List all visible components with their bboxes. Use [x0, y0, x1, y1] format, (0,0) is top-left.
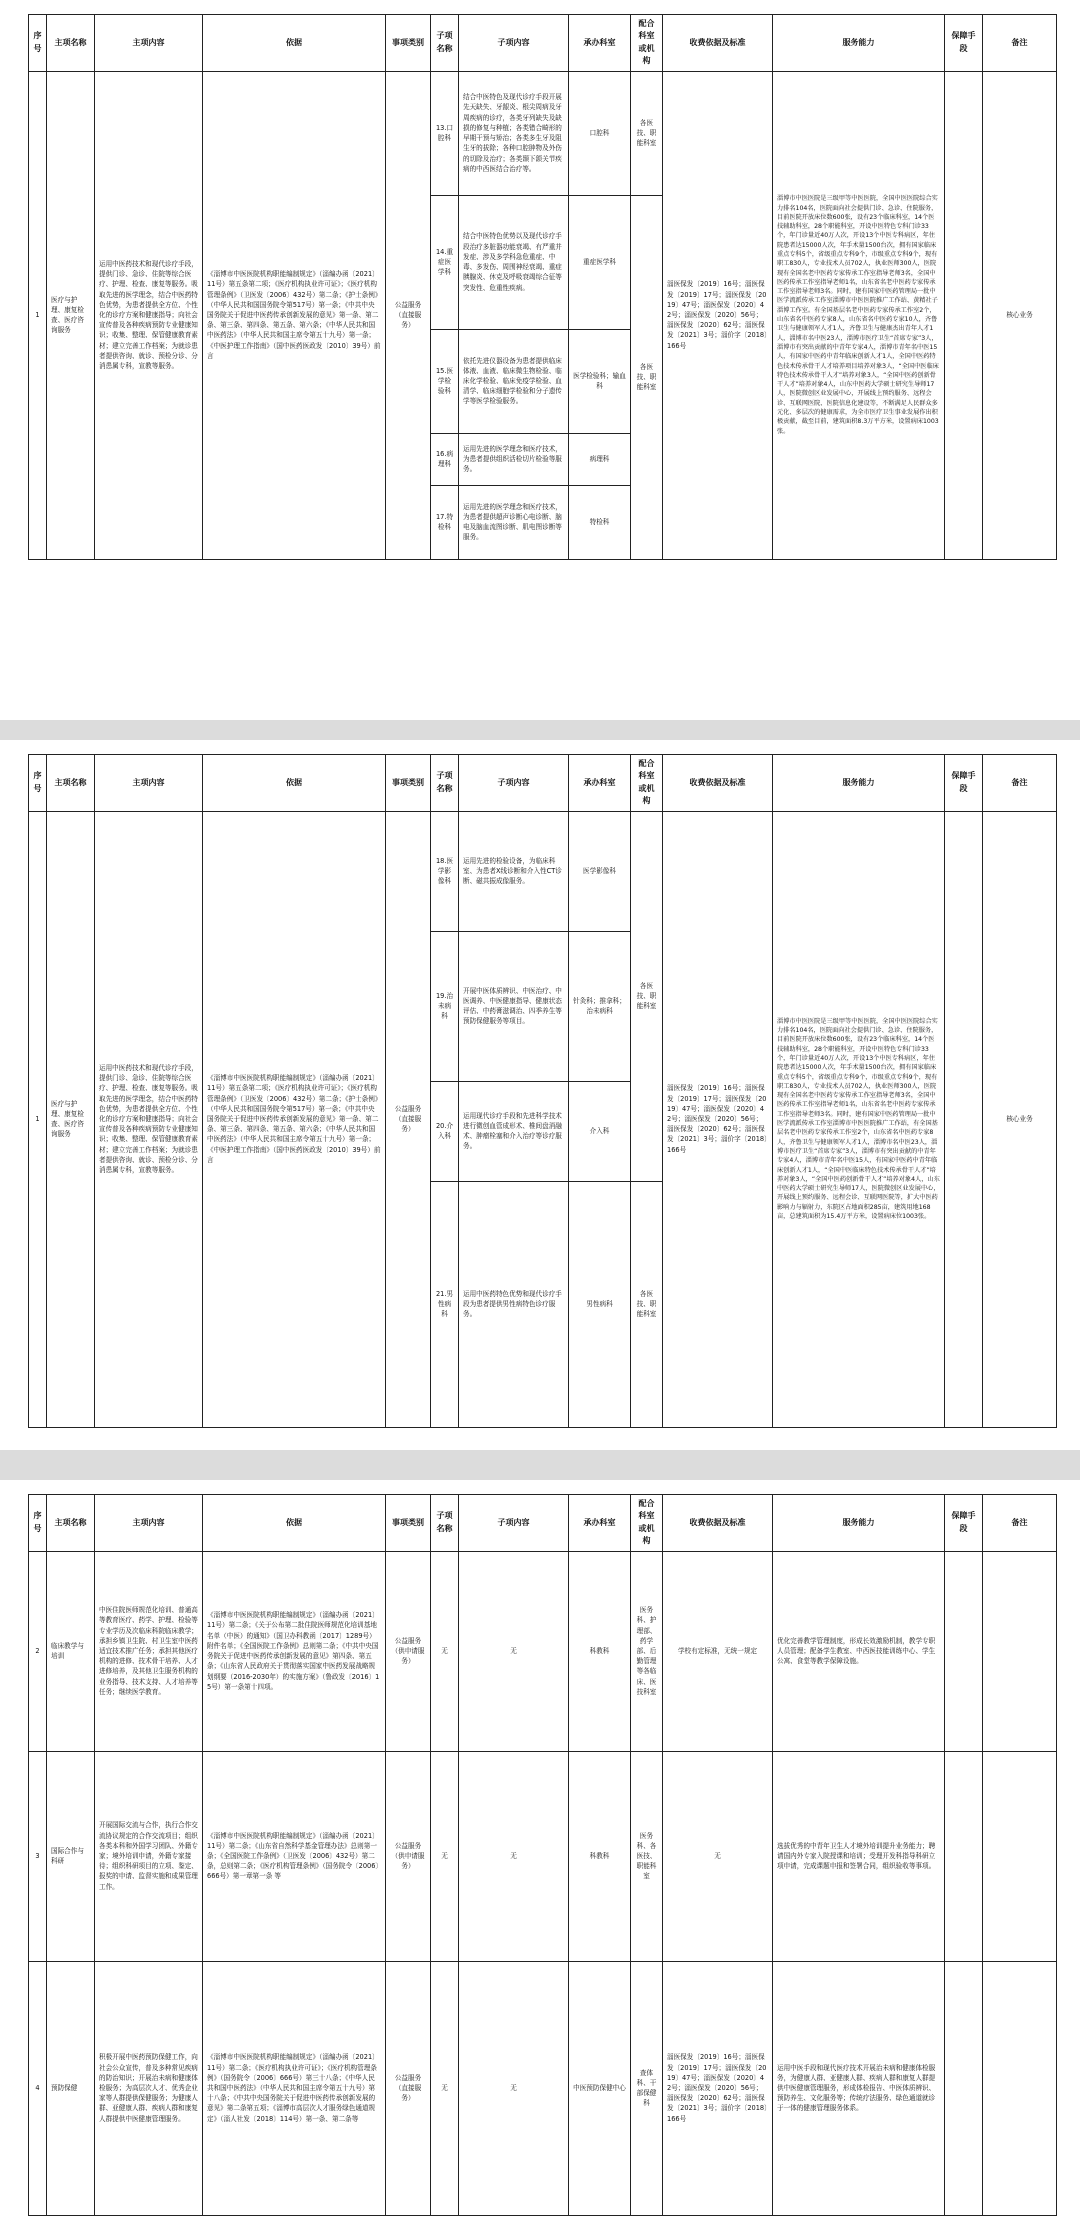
header-fee: 收费依据及标准: [663, 1495, 773, 1552]
cell-capacity: 淄博市中医医院是三级甲等中医医院，全国中医医院综合实力排名104名，医院面向社会提供门诊、急诊、住院服务，目前医院开放床位数600张，设有23个临床科室，14个医技辅助科室，28个职能科室，开设中医特色专科门诊33个，年门诊量近40万人次，开设13个中医专科病区，年住院患者达15000人次，年手术量1500台次，拥有国家临床重点专科5个，省级重点专科9个，市级重点专科9个，现有职工830人，专业技术人员702人，执业医师300人，医院现有全国名老中医药专家传承工作室指导老师3名，全国中医药传承工作室指导老师1名，山东省名老中医药专家传承工作室指导老师3名。同时，建有国家中医药管理局一批中医学流派传承工作室淄博市中医医院推广工作站，有全国基层名老中医药专家传承工作室2个，山东省名中医药专家8人，齐鲁卫生与健康领军人才1人，淄博市名中医23人，淄博市医疗卫生“首席专家”3人，淄博市有突出贡献的中青年专家4人，淄博市青年名中医15人，有国家中医药中青年临床创新人才1人，“全国中医临床特色技术传承骨干人才”培养对象3人，“全国中医药创新骨干人才”培养对象4人，山东中医药大学硕士研究生导师17人，医院微创区业发展中心，开展线上预约服务、远程会诊、互联网医院等，扩大中医药影响力与辐射力，东院区占地面积285亩，建筑用地168亩，总建筑面积为15.4万平方米，设置病床位1003张。: [773, 811, 945, 1427]
cell-dept: 科教科: [569, 1551, 631, 1751]
table-row: [29, 1751, 1057, 1961]
cell-capacity: 优化完善教学管理制度，形成长效激励机制，教学专职人员管理；配备学生教室、中西医技能训练中心、学生公寓、食堂等教学保障设施。: [773, 1551, 945, 1751]
cell-sub-content: 依托先进仪器设备为患者提供临床体液、血液、临床微生物检验、临床化学检验、临床免疫学检验、血清学、临床细胞学检验和分子遗传学等医学检验服务。: [459, 329, 569, 433]
cell-remark: 核心业务: [983, 811, 1057, 1427]
header-guarantee: 保障手段: [945, 15, 983, 72]
header-main-name: 主项名称: [47, 15, 95, 72]
cell-guarantee: [945, 1751, 983, 1961]
cell-fee: 淄医保发〔2019〕16号；淄医保发〔2019〕17号；淄医保发〔2019〕47号；淄医保发〔2020〕42号；淄医保发〔2020〕56号；淄医保发〔2020〕62号；淄医保发〔2021〕3号；淄价字〔2018〕166号: [663, 1961, 773, 2215]
table-row: [29, 71, 1057, 195]
cell-dept: 科教科: [569, 1751, 631, 1961]
cell-seq: 3: [29, 1751, 47, 1961]
cell-sub-content: 运用先进的医学理念和医疗技术，为患者提供超声诊断心电诊断、脑电及脑血流图诊断、肌电图诊断等服务。: [459, 485, 569, 559]
cell-main-content: 运用中医药技术和现代诊疗手段，提供门诊、急诊、住院等综合医疗、护理、检查、康复等服务。吸取先进的医学理念，结合中医药特色优势，为患者提供全方位、个性化的诊疗方案和健康指导；向社会宣传普及各种疾病预防专业健康知识；收集、整理、保管健康教育素材；建立完善工作档案；为就诊患者提供咨询、就诊、预检分诊、分消患属专科，宣教等服务。: [95, 811, 203, 1427]
header-sub-name: 子项名称: [431, 15, 459, 72]
header-guarantee: 保障手段: [945, 755, 983, 812]
cell-category: 公益服务（直接服务）: [386, 1961, 431, 2215]
cell-category: 公益服务（供申请服务）: [386, 1751, 431, 1961]
header-seq: 序号: [29, 755, 47, 812]
cell-sub-content: 结合中医特色及现代诊疗手段开展先天缺失、牙龈炎、根尖周病及牙周疾病的诊疗，各类牙列缺失及缺损的修复与种植；各类错合畸形的早期干预与矫治；各类多生牙及阻生牙的拔除；各种口腔肿物及外伤的切除及治疗；各类颞下颌关节疾病的中西医结合治疗等。: [459, 71, 569, 195]
cell-main-name: 医疗与护理、康复检查、医疗咨询服务: [47, 811, 95, 1427]
cell-fee: 学校有定标准，无统一规定: [663, 1551, 773, 1751]
cell-fee: 淄医保发〔2019〕16号；淄医保发〔2019〕17号；淄医保发〔2019〕47号；淄医保发〔2020〕42号；淄医保发〔2020〕56号；淄医保发〔2020〕62号；淄医保发〔2021〕3号；淄价字〔2018〕166号: [663, 71, 773, 559]
header-basis: 依据: [203, 15, 386, 72]
cell-basis: 《淄博市中医医院机构职能编制规定》（淄编办函〔2021〕11号）第二条；《医疗机构执业许可证》；《医疗机构管理条例》（国务院令〔2006〕666号）第三十八条；《中华人民共和国中医药法》（中华人民共和国主席令第五十九号）第十八条；《中共中央国务院关于促进中医药传承创新发展的意见》第二条第五项；《淄博市高层次人才服务绿色通道规定》（淄人社发〔2018〕114号）第一条、第二条等: [203, 1961, 386, 2215]
cell-coop: 各医技、职能科室: [631, 811, 663, 1181]
cell-fee: 淄医保发〔2019〕16号；淄医保发〔2019〕17号；淄医保发〔2019〕47号；淄医保发〔2020〕42号；淄医保发〔2020〕56号；淄医保发〔2020〕62号；淄医保发〔2021〕3号；淄价字〔2018〕166号: [663, 811, 773, 1427]
cell-fee: 无: [663, 1751, 773, 1961]
table-row: [29, 1551, 1057, 1751]
cell-sub-name: 17.特检科: [431, 485, 459, 559]
cell-coop: 查体科、干部保健科: [631, 1961, 663, 2215]
cell-main-content: 积极开展中医药预防保健工作，向社会公众宣传，普及多种常见疾病的防治知识；开展治未病和健康体检服务；为高层次人才、优秀企业家等人群提供保健服务；为健康人群、亚健康人群、疾病人群和康复人群提供中医健康管理服务。: [95, 1961, 203, 2215]
cell-guarantee: [945, 1551, 983, 1751]
header-remark: 备注: [983, 1495, 1057, 1552]
header-main-content: 主项内容: [95, 1495, 203, 1552]
cell-capacity: 淄博市中医医院是三级甲等中医医院，全国中医医院综合实力排名104名，医院面向社会提供门诊、急诊、住院服务，目前医院开放床位数600张，设有23个临床科室，14个医技辅助科室，28个职能科室，开设中医特色专科门诊33个，年门诊量近40万人次，开设13个中医专科病区，年住院患者达15000人次，年手术量1500台次，拥有国家临床重点专科5个，省级重点专科9个，市级重点专科9个，现有职工830人，专业技术人员702人，执业医师300人，医院现有全国名老中医药专家传承工作室指导老师3名，全国中医药传承工作室指导老师1名，山东省名老中医药专家传承工作室指导老师3名。同时，建有国家中医药管理局一批中医学流派传承工作室淄博市中医医院推广工作站、黄精社子淄博工作室。有全国基层名老中医药专家传承工作室2个，山东省名中医药专家8人，山东省名中医药专家10人，齐鲁卫生与健康领军人才1人，齐鲁卫生与健康杰出青年人才1人，淄博市名中医23人，淄博市医疗卫生“首席专家”3人，淄博市有突出贡献的中青年专家4人，淄博市青年名中医15人，有国家中医药中青年临床创新人才1人，全国中医药特色技术传承骨干人才培养项目培养对象3人，“全国中医临床特色技术传承骨干人才”培养对象3人，“全国中医药创新骨干人才”培养对象4人，山东中医药大学硕士研究生导师17人，医院微创区业发展中心，开展线上预约服务、远程会诊、互联网医院、医院信息化建设等，不断满足人民群众多元化、多层次的健康需求，为全市医疗卫生事业发展作出积极贡献，截至目前，建筑面积8.3万平方米，设置病床1003张。: [773, 71, 945, 559]
header-sub-content: 子项内容: [459, 1495, 569, 1552]
cell-basis: 《淄博市中医医院机构职能编制规定》（淄编办函〔2021〕11号）第二条；《关于公布第二批住院医师规范化培训基地名单（中医）的通知》（国卫办科教函〔2017〕1289号）附件名单；《全国医院工作条例》总则第二条；《中共中央国务院关于促进中医药传承创新发展的意见》第四条、第五条；《山东省人民政府关于贯彻落实国家中医药发展战略规划纲要（2016-2030年）的实施方案》（鲁政发〔2016〕15号）第一条第十四项。: [203, 1551, 386, 1751]
cell-dept: 口腔科: [569, 71, 631, 195]
cell-remark: [983, 1961, 1057, 2215]
cell-dept: 医学检验科；输血科: [569, 329, 631, 433]
cell-main-name: 临床教学与培训: [47, 1551, 95, 1751]
cell-coop: 各医技、职能科室: [631, 71, 663, 195]
service-table-page-1: [28, 14, 1057, 560]
cell-guarantee: [945, 71, 983, 559]
cell-sub-content: 无: [459, 1751, 569, 1961]
cell-capacity: 选拔优秀的中青年卫生人才境外培训提升业务能力；聘请国内外专家入院授课和培训；受理开发科指导科研立项申请，完成课题申报和签署合同，组织验收等事项。: [773, 1751, 945, 1961]
cell-dept: 医学影像科: [569, 811, 631, 931]
cell-sub-name: 19.治未病科: [431, 931, 459, 1081]
header-main-name: 主项名称: [47, 755, 95, 812]
header-guarantee: 保障手段: [945, 1495, 983, 1552]
header-remark: 备注: [983, 755, 1057, 812]
header-seq: 序号: [29, 1495, 47, 1552]
cell-sub-content: 运用先进的检验设备，为临床科室、为患者X线诊断和介入性CT诊断、磁共振成像服务。: [459, 811, 569, 931]
cell-basis: 《淄博市中医医院机构职能编制规定》（淄编办函〔2021〕11号）第二条；《山东省自然科学基金管理办法》总则第一条；《全国医院工作条例》（卫医发〔2006〕432号）第二条，总则第二条；《医疗机构管理条例》（国务院令〔2006〕666号）第一章第一条 等: [203, 1751, 386, 1961]
cell-seq: 4: [29, 1961, 47, 2215]
cell-sub-name: 无: [431, 1961, 459, 2215]
cell-sub-name: 18.医学影像科: [431, 811, 459, 931]
cell-category: 公益服务（直接服务）: [386, 811, 431, 1427]
header-fee: 收费依据及标准: [663, 755, 773, 812]
cell-sub-content: 运用现代诊疗手段和先进科学技术进行微创血管成形术、椎间盘消融术、肿瘤栓塞和介入治疗等诊疗服务。: [459, 1081, 569, 1181]
service-table-page-2: [28, 754, 1057, 1428]
cell-sub-name: 21.男性病科: [431, 1181, 459, 1427]
cell-dept: 重症医学科: [569, 195, 631, 329]
cell-remark: 核心业务: [983, 71, 1057, 559]
cell-basis: 《淄博市中医医院机构职能编制规定》（淄编办函〔2021〕11号）第五条第二项；《医疗机构执业许可证》；《医疗机构管理条例》（卫医发〔2006〕432号）第二条；《护士条例》（中华人民共和国国务院令第517号）第一条；《中共中央国务院关于促进中医药传承创新发展的意见》第一条、第二条、第三条、第四条、第五条、第六条；《中华人民共和国中医药法》（中华人民共和国主席令第五十九号）第一条；《中医护理工作指南》（国中医药医政发〔2010〕39号）前言: [203, 811, 386, 1427]
header-sub-name: 子项名称: [431, 1495, 459, 1552]
cell-coop: 各医技、职能科室: [631, 1181, 663, 1427]
cell-dept: 中医预防保健中心: [569, 1961, 631, 2215]
table-header-row: [29, 755, 1057, 812]
cell-sub-name: 无: [431, 1751, 459, 1961]
header-category: 事项类别: [386, 1495, 431, 1552]
cell-sub-name: 20.介入科: [431, 1081, 459, 1181]
cell-main-content: 中医住院医师规范化培训、普通高等教育医疗、药学、护理、检验等专业学历及次临床科院临床教学；承担乡镇卫生院、村卫生室中医药适宜技术推广任务；承担其他医疗机构的进修、技术骨干培养、人才进修培养，及其他卫生服务机构的业务指导、技术支持、人才培养等任务；继续医学教育。: [95, 1551, 203, 1751]
cell-sub-content: 运用先进的医学理念和医疗技术，为患者提供组织活检切片检验等服务。: [459, 433, 569, 485]
cell-dept: 针灸科；推拿科；治未病科: [569, 931, 631, 1081]
cell-seq: 2: [29, 1551, 47, 1751]
cell-main-name: 国际合作与科研: [47, 1751, 95, 1961]
cell-guarantee: [945, 811, 983, 1427]
header-dept: 承办科室: [569, 1495, 631, 1552]
cell-sub-content: 无: [459, 1551, 569, 1751]
cell-sub-name: 14.重症医学科: [431, 195, 459, 329]
header-main-content: 主项内容: [95, 15, 203, 72]
cell-coop: 医务科、各医技、职能科室: [631, 1751, 663, 1961]
header-sub-content: 子项内容: [459, 755, 569, 812]
page-1: [0, 0, 1080, 720]
header-sub-name: 子项名称: [431, 755, 459, 812]
header-category: 事项类别: [386, 755, 431, 812]
header-category: 事项类别: [386, 15, 431, 72]
cell-capacity: 运用中医手段和现代医疗技术开展治未病和健康体检服务，为健康人群、亚健康人群、疾病人群和康复人群提供中医健康管理服务，形成体检报告、中医体质辨识、预防养生、文化服务等；传统疗法服务、绿色通道就诊于一体的健康管理服务体系。: [773, 1961, 945, 2215]
cell-basis: 《淄博市中医医院机构职能编制规定》（淄编办函〔2021〕11号）第五条第二项；《医疗机构执业许可证》；《医疗机构管理条例》（卫医发〔2006〕432号）第二条；《护士条例》（中华人民共和国国务院令第517号）第一条；《中共中央国务院关于促进中医药传承创新发展的意见》第一条、第二条、第三条、第四条、第五条、第六条；《中华人民共和国中医药法》（中华人民共和国主席令第五十九号）第一条；《中医护理工作指南》（国中医药医政发〔2010〕39号）前言: [203, 71, 386, 559]
cell-seq: 1: [29, 71, 47, 559]
header-capacity: 服务能力: [773, 755, 945, 812]
header-fee: 收费依据及标准: [663, 15, 773, 72]
header-main-name: 主项名称: [47, 1495, 95, 1552]
header-coop: 配合科室或机构: [631, 15, 663, 72]
header-dept: 承办科室: [569, 755, 631, 812]
cell-main-content: 开展国际交流与合作，执行合作交流协议规定的合作交流项目；组织各类本科和外国学习团队、外籍专家；境外培训申请，外籍专家接待；组织科研项目的立项、鉴定、报奖的申请、监督实施和成果管理工作。: [95, 1751, 203, 1961]
cell-sub-name: 15.医学检验科: [431, 329, 459, 433]
service-table-page-3: [28, 1494, 1057, 2216]
header-sub-content: 子项内容: [459, 15, 569, 72]
header-main-content: 主项内容: [95, 755, 203, 812]
cell-coop: 各医技、职能科室: [631, 195, 663, 559]
header-basis: 依据: [203, 755, 386, 812]
cell-dept: 男性病科: [569, 1181, 631, 1427]
page-3: [0, 1480, 1080, 2229]
cell-main-content: 运用中医药技术和现代诊疗手段，提供门诊、急诊、住院等综合医疗、护理、检查、康复等服务。吸取先进的医学理念，结合中医药特色优势，为患者提供全方位、个性化的诊疗方案和健康指导；向社会宣传普及各种疾病预防专业健康知识；收集、整理、保管健康教育素材；建立完善工作档案；为就诊患者提供咨询、就诊、预检分诊、分消患属专科，宣教等服务。: [95, 71, 203, 559]
cell-sub-content: 运用中医药特色优势和现代诊疗手段为患者提供男性病特色诊疗服务。: [459, 1181, 569, 1427]
cell-main-name: 医疗与护理、康复检查、医疗咨询服务: [47, 71, 95, 559]
cell-sub-name: 无: [431, 1551, 459, 1751]
header-capacity: 服务能力: [773, 1495, 945, 1552]
cell-sub-content: 开展中医体质辨识、中医治疗、中医调养、中医健康指导、健康状态评估、中药膏滋调治、四季养生等预防保健服务等项目。: [459, 931, 569, 1081]
table-header-row: [29, 15, 1057, 72]
cell-sub-name: 13.口腔科: [431, 71, 459, 195]
header-coop: 配合科室或机构: [631, 755, 663, 812]
cell-category: 公益服务（供申请服务）: [386, 1551, 431, 1751]
header-coop: 配合科室或机构: [631, 1495, 663, 1552]
cell-dept: 病理科: [569, 433, 631, 485]
cell-guarantee: [945, 1961, 983, 2215]
cell-category: 公益服务（直接服务）: [386, 71, 431, 559]
header-basis: 依据: [203, 1495, 386, 1552]
table-row: [29, 1961, 1057, 2215]
cell-sub-content: 结合中医特色优势以及现代诊疗手段治疗多脏器功能衰竭、有严重并发症、涉及多学科急危重症、中毒、多发伤、周围神经衰竭、重症胰腺炎、休克及呼吸衰竭综合征等突发性、危重性疾病。: [459, 195, 569, 329]
header-remark: 备注: [983, 15, 1057, 72]
header-seq: 序号: [29, 15, 47, 72]
header-capacity: 服务能力: [773, 15, 945, 72]
cell-seq: 1: [29, 811, 47, 1427]
cell-sub-name: 16.病理科: [431, 433, 459, 485]
cell-dept: 介入科: [569, 1081, 631, 1181]
table-row: [29, 811, 1057, 931]
cell-remark: [983, 1751, 1057, 1961]
table-header-row: [29, 1495, 1057, 1552]
cell-dept: 特检科: [569, 485, 631, 559]
cell-main-name: 预防保健: [47, 1961, 95, 2215]
cell-sub-content: 无: [459, 1961, 569, 2215]
page-2: [0, 740, 1080, 1450]
header-dept: 承办科室: [569, 15, 631, 72]
cell-remark: [983, 1551, 1057, 1751]
cell-coop: 医务科、护理部、药学部、后勤管理等各临床、医技科室: [631, 1551, 663, 1751]
